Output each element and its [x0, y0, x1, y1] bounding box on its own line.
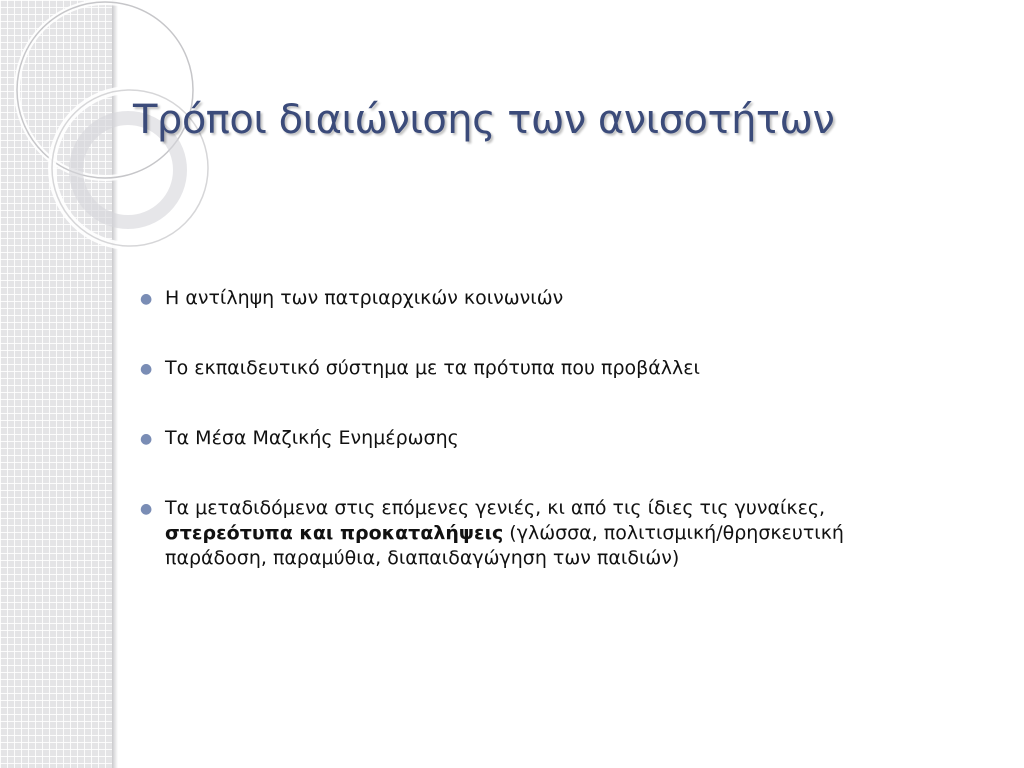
bullet-item: [140, 426, 860, 451]
bullet-item: [140, 286, 860, 311]
bullet-item: [140, 496, 860, 571]
decorative-circles: [0, 0, 150, 260]
bullet-item: [140, 356, 860, 381]
bullet-list: [140, 286, 860, 571]
bullet-text-before: Τα μεταδιδόμενα στις επόμενες γενιές, κι από τις ίδιες τις γυναίκες,: [165, 497, 826, 519]
bullet-text: Το εκπαιδευτικό σύστημα με τα πρότυπα που προβάλλει: [165, 357, 700, 379]
bullet-text-bold: στερεότυπα και προκαταλήψεις: [165, 522, 504, 544]
bullet-dot-icon: ●: [140, 291, 153, 307]
bullet-dot-icon: ●: [140, 431, 153, 447]
bullet-dot-icon: ●: [140, 501, 153, 517]
bullet-dot-icon: ●: [140, 361, 153, 377]
bullet-text-after: (γλώσσα, πολιτισμική/θρησκευτική παράδοση, παραμύθια, διαπαιδαγώγηση των παιδιών): [165, 522, 844, 569]
slide-title: Τρόποι διαιώνισης των ανισοτήτων: [133, 97, 835, 143]
bullet-text: Τα Μέσα Μαζικής Ενημέρωσης: [165, 427, 459, 449]
bullet-text: Η αντίληψη των πατριαρχικών κοινωνιών: [165, 287, 564, 309]
